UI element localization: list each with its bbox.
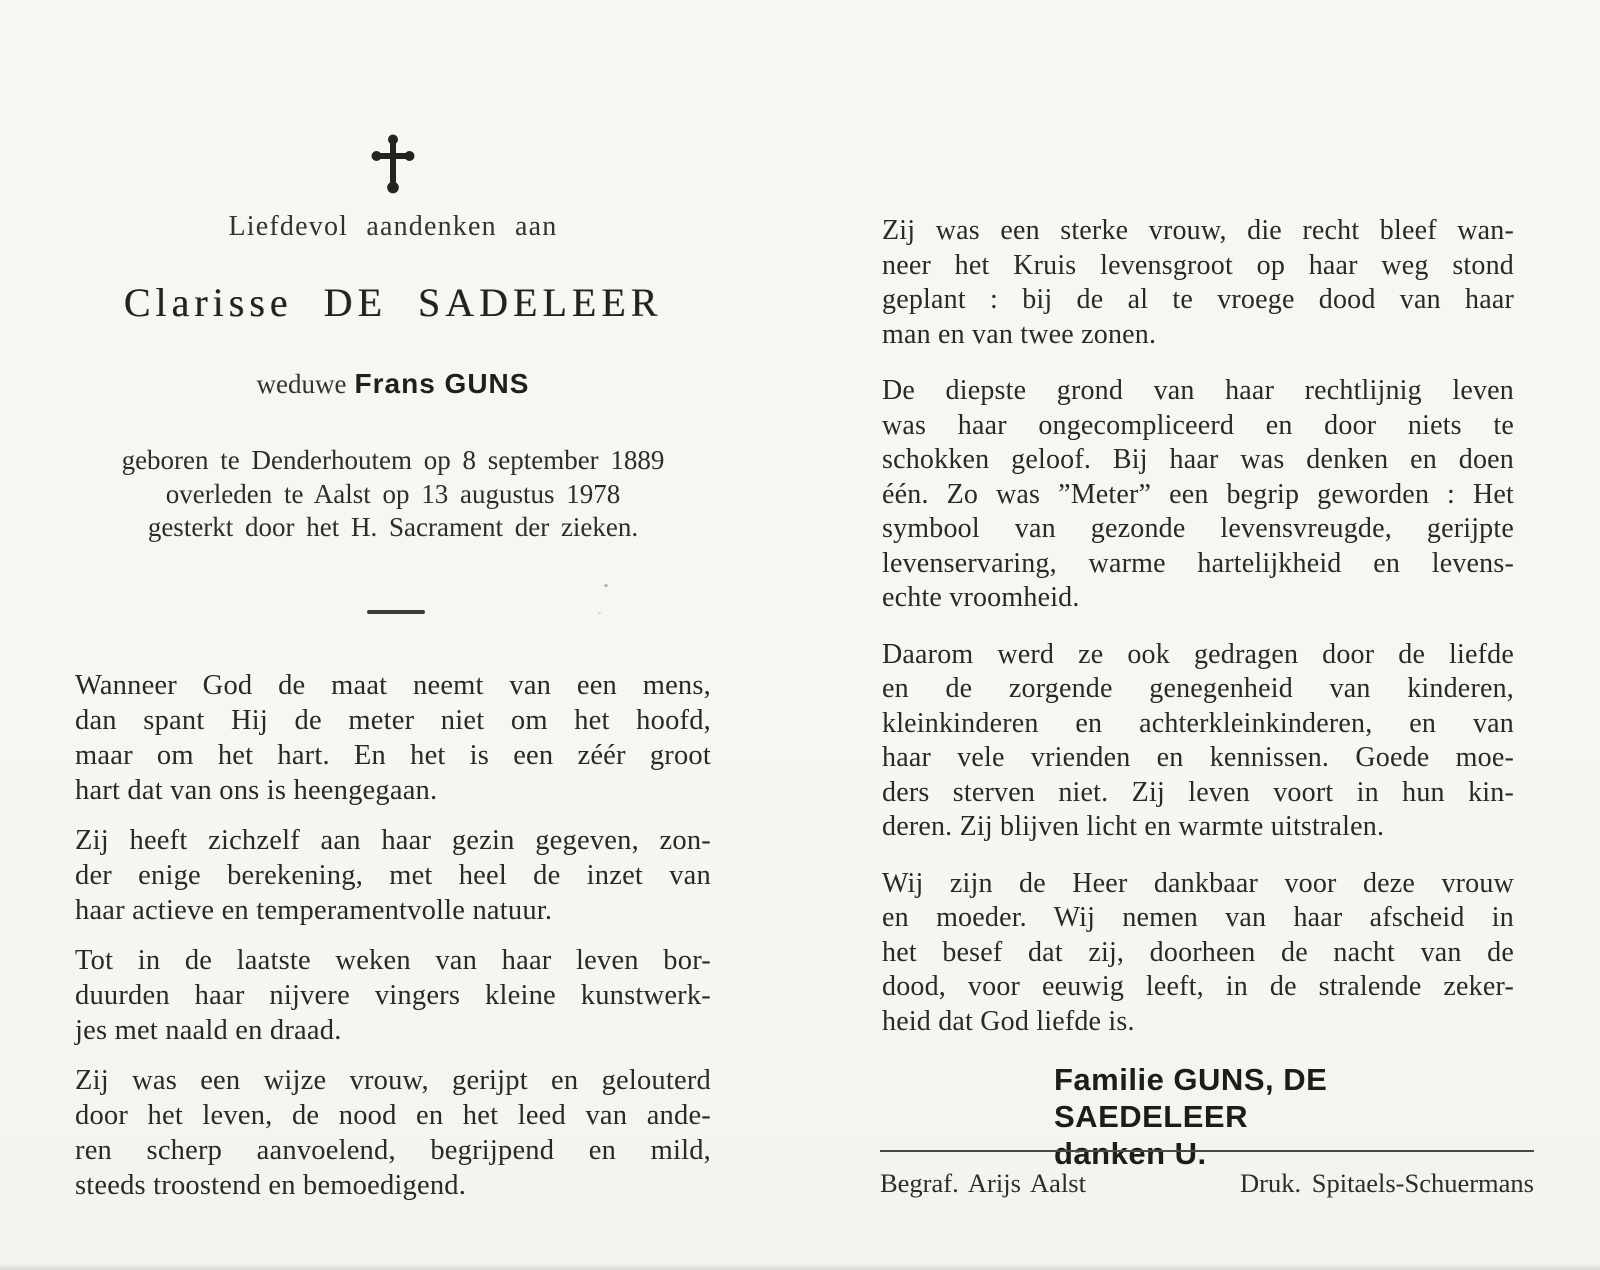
widow-prefix: weduwe [256,369,347,399]
text-line: het besef dat zij, doorheen de nacht van de [882,936,1514,968]
divider [367,610,425,614]
text-line: der enige berekening, met heel de inzet van [75,860,711,891]
paragraph [882,374,1514,616]
death-line: overleden te Aalst op 13 augustus 1978 [165,478,621,509]
text-line: Wij zijn de Heer dankbaar voor deze vrouw [882,867,1514,899]
text-line: duurden haar nijvere vingers kleine kunstwerk- [75,980,711,1011]
printer-footer [880,1150,1534,1199]
text-line: levenservaring, warme hartelijkheid en levens- [882,547,1514,579]
text-line: Zij was een wijze vrouw, gerijpt en gelouterd [75,1065,711,1096]
family-line: Familie GUNS, DE SAEDELEER [1054,1062,1328,1134]
scan-edge-shadow [0,1263,1600,1270]
sacrament-line: gesterkt door het H. Sacrament der zieken. [147,512,639,542]
text-line: ren scherp aanvoelend, begrijpend en mild, [75,1135,711,1166]
paragraph [75,823,711,928]
text-line: één. Zo was ”Meter” een begrip geworden : Het [882,478,1514,510]
widow-spouse-name: Frans GUNS [354,368,530,399]
text-line: haar vele vrienden en kennissen. Goede moe- [882,742,1514,773]
text-line: door het leven, de nood en het leed van ande- [75,1100,711,1131]
text-line: echte vroomheid. [882,582,1080,613]
text-line: dan spant Hij de meter niet om het hoofd, [75,705,711,736]
text-line: ders sterven niet. Zij leven voort in hun kin- [882,776,1514,808]
text-line: en de zorgende genegenheid van kinderen, [882,673,1514,704]
text-line: geplant : bij de al te vroege dood van haar [882,284,1514,315]
text-line: Zij was een sterke vrouw, die recht bleef wan- [882,215,1514,246]
birth-line: geboren te Denderhoutem op 8 september 1889 [121,445,665,475]
paragraph [882,214,1514,352]
left-paragraphs [75,668,711,1218]
text-line: schokken geloof. Bij haar was denken en doen [882,444,1514,475]
right-paragraphs [882,214,1514,1039]
text-line: maar om het hart. En het is een zéér groot [75,740,711,771]
text-line: en moeder. Wij nemen van haar afscheid in [882,902,1514,933]
scan-speck [598,612,601,614]
text-line: neer het Kruis levensgroot op haar weg stond [882,249,1514,281]
text-line: was haar ongecompliceerd en door niets te [882,409,1514,441]
paragraph [75,943,711,1048]
thanks-line: danken U. [1054,1136,1207,1171]
text-line: kleinkinderen en achterkleinkinderen, en van [882,707,1514,739]
intro-line: Liefdevol aandenken aan [228,211,558,242]
text-line: dood, voor eeuwig leeft, in de stralende zeker- [882,971,1514,1002]
text-line: deren. Zij blijven licht en warmte uitstralen. [882,811,1385,842]
paragraph [75,1063,711,1203]
cross-icon [75,132,711,201]
text-line: steeds troostend en bemoedigend. [75,1170,467,1201]
text-line: hart dat van ons is heengegaan. [75,775,438,806]
widow-line [75,366,711,402]
text-line: jes met naald en draad. [75,1015,342,1046]
text-line: haar actieve en temperamentvolle natuur. [75,895,553,926]
text-line: symbool van gezonde levensvreugde, gerijpte [882,513,1514,544]
paragraph [75,668,711,808]
text-line: De diepste grond van haar rechtlijnig leven [882,375,1514,406]
right-column [882,214,1514,1172]
scan-speck [604,584,608,587]
vitals-block [75,444,711,545]
deceased-name: Clarisse DE SADELEER [123,280,663,325]
text-line: Wanneer God de maat neemt van een mens, [75,670,711,701]
printer-credit: Druk. Spitaels-Schuermans [1240,1168,1534,1198]
paragraph [882,638,1514,845]
text-line: Tot in de laatste weken van haar leven bor- [75,945,711,976]
paragraph [882,867,1514,1040]
undertaker-credit: Begraf. Arijs Aalst [880,1168,1086,1198]
text-line: man en van twee zonen. [882,318,1157,350]
text-line: heid dat God liefde is. [882,1005,1135,1037]
text-line: Zij heeft zichzelf aan haar gezin gegeven, zon- [75,825,711,856]
text-line: Daarom werd ze ook gedragen door de liefde [882,638,1514,670]
